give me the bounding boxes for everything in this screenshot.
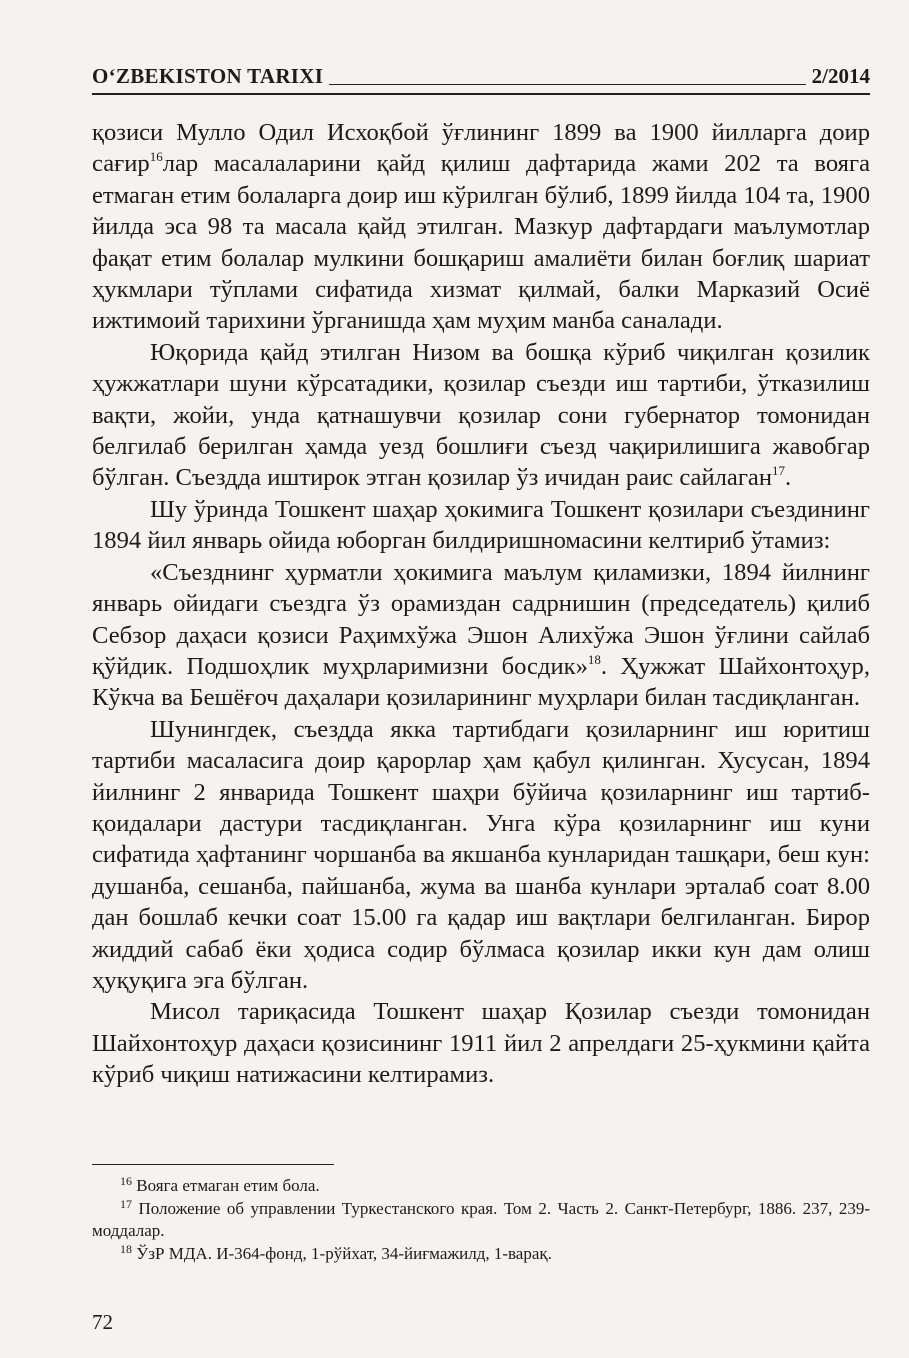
issue-number: 2/2014 (806, 64, 870, 89)
main-text (92, 117, 870, 1091)
footnote-text: Положение об управлении Туркестанского края. Том 2. Часть 2. Санкт-Петербург, 1886. 237, 239-моддалар. (92, 1198, 871, 1240)
footnote (92, 1175, 870, 1198)
paragraph (92, 996, 870, 1090)
header-rule (92, 93, 870, 95)
paragraph (92, 714, 870, 997)
footnote-reference: 18 (587, 651, 601, 667)
paragraph-text: . (785, 464, 792, 492)
paragraph-text: Шунингдек, съездда якка тартибдаги қозиларнинг иш юритиш тартиби масаласига доир қарорлар ҳам қабул қилинган. Хусусан, 1894 йилнинг 2 январида Тошкент шаҳри бўйича қозиларнинг иш тартиб-қоидалари дастури тасдиқланган. Унга кўра қозиларнинг иш куни сифатида ҳафтанинг чоршанба ва якшанба кунларидан ташқари, беш кун: душанба, сешанба, пайшанба, жума ва шанба кунлари эрталаб соат 8.00 дан бошлаб кечки соат 15.00 га қадар иш вақтлари белгиланган. Бирор жиддий сабаб ёки ҳодиса содир бўлмаса қозилар икки кун дам олиш ҳуқуқига эга бўлган. (92, 715, 870, 994)
paragraph (92, 557, 870, 714)
paragraph-text: Мисол тариқасида Тошкент шаҳар Қозилар съезди томонидан Шайхонтоҳур даҳаси қозисининг 1911 йил 2 апрелдаги 25-ҳукмини қайта кўриб чиқиш натижасини келтирамиз. (92, 998, 870, 1089)
paragraph (92, 117, 870, 337)
footnote (92, 1198, 870, 1243)
footnote-number: 18 (120, 1241, 132, 1256)
paragraph-text: қозиси Мулло Одил Исхоқбой ўғлининг 1899 ва 1900 йилларга доир сағир (92, 119, 870, 178)
paragraph (92, 494, 870, 557)
paragraph-text: Юқорида қайд этилган Низом ва бошқа кўриб чиқилган қозилик ҳужжатлари шуни кўрсатадики, қозилар съезди иш тартиби, ўтказилиш вақти, жойи, унда қатнашувчи қозилар сони губернатор томонидан белгилаб берилган ҳамда уезд бошлиғи съезд чақирилишига жавобгар бўлган. Съездда иштирок этган қозилар ўз ичидан раис сайлаган (92, 338, 870, 492)
footnote-text: Вояга етмаган етим бола. (136, 1176, 320, 1195)
paragraph-text: лар масалаларини қайд қилиш дафтарида жами 202 та вояга етмаган етим болаларга доир иш кўрилган бўлиб, 1899 йилда 104 та, 1900 йилда эса 98 та масала қайд этилган. Мазкур дафтардаги маълумотлар фақат етим болалар мулкини бошқариш амалиёти билан боғлиқ шариат ҳукмлари тўплами сифатида хизмат қилмай, балки Марказий Осиё ижтимоий тарихини ўрганишда ҳам муҳим манба саналади. (92, 150, 870, 335)
journal-title: O‘ZBEKISTON TARIXI (92, 64, 329, 89)
footnote-number: 17 (120, 1196, 132, 1211)
footnote-reference: 16 (149, 149, 163, 165)
paragraph (92, 337, 870, 494)
footnote-separator (92, 1164, 334, 1165)
footnote-reference: 17 (772, 463, 785, 479)
paragraph-text: «Съезднинг ҳурматли ҳокимига маълум қиламизки, 1894 йилнинг январь ойидаги съездга ўз орамиздан садрнишин (председатель) қилиб Себзор даҳаси қозиси Раҳимхўжа Эшон Алихўжа Эшон ўғлини сайлаб қўйдик. Подшоҳлик муҳрларимизни босдик» (92, 558, 870, 680)
running-head (92, 58, 870, 92)
footnote (92, 1243, 870, 1266)
footnote-text: ЎзР МДА. И-364-фонд, 1-рўйхат, 34-йиғмажилд, 1-варақ. (136, 1243, 552, 1263)
footnotes (92, 1175, 870, 1265)
paragraph-text: . Ҳужжат Шайхонтоҳур, Кўкча ва Бешёғоч даҳалари қозиларининг муҳрлари билан тасдиқланган. (92, 652, 871, 712)
page-number: 72 (92, 1310, 113, 1334)
footnote-number: 16 (120, 1174, 132, 1188)
paragraph-text: Шу ўринда Тошкент шаҳар ҳокимига Тошкент қозилари съездининг 1894 йил январь ойида юборган билдиришномасини келтириб ўтамиз: (92, 495, 870, 555)
